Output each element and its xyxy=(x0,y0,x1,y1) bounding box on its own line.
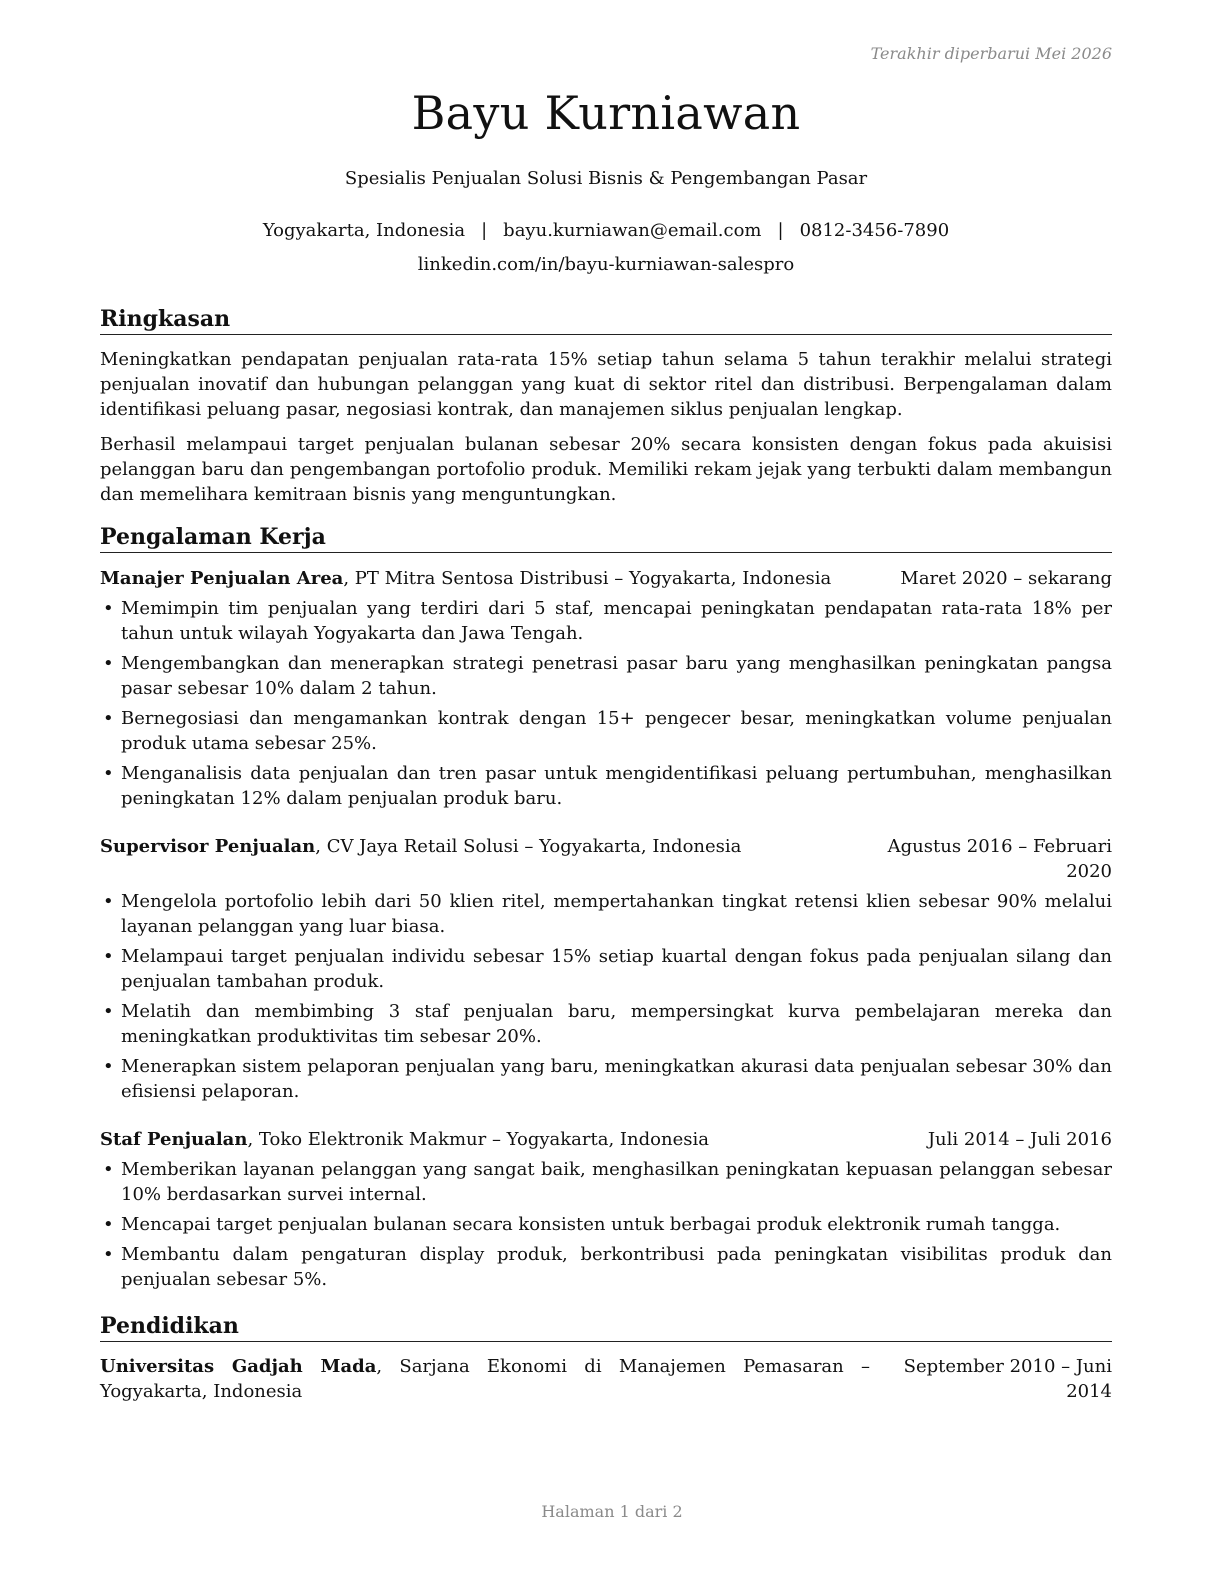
contact-location: Yogyakarta, Indonesia xyxy=(262,220,466,241)
list-item: • Memberikan layanan pelanggan yang sangat baik, menghasilkan peningkatan kepuasan pelanggan sebesar 10% berdasarkan survei internal. xyxy=(103,1159,1112,1205)
job-header xyxy=(100,834,1112,884)
job-role: Supervisor Penjualan xyxy=(100,836,316,857)
job-role-org xyxy=(100,834,741,859)
list-item: • Melatih dan membimbing 3 staf penjualan baru, mempersingkat kurva pembelajaran mereka dan meningkatkan produktivitas tim sebesar 20%. xyxy=(103,1001,1112,1047)
list-item: • Memimpin tim penjualan yang terdiri dari 5 staf, mencapai peningkatan pendapatan rata-rata 18% per tahun untuk wilayah Yogyakarta dan Jawa Tengah. xyxy=(103,598,1112,644)
bullet-icon: • xyxy=(103,598,114,619)
resume-page xyxy=(100,0,1112,1584)
list-item: • Menganalisis data penjualan dan tren pasar untuk mengidentifikasi peluang pertumbuhan, menghasilkan peningkatan 12% dalam penjualan produk baru. xyxy=(103,763,1112,809)
bullet-icon: • xyxy=(103,1214,114,1235)
job-bullet-list xyxy=(100,1157,1112,1297)
contact-email[interactable]: bayu.kurniawan@email.com xyxy=(503,220,762,241)
education-entry xyxy=(100,1354,1112,1404)
job-role: Manajer Penjualan Area xyxy=(100,568,344,589)
page-number: Halaman 1 dari 2 xyxy=(541,1502,683,1521)
section-title-education: Pendidikan xyxy=(100,1312,1112,1342)
contact-phone: 0812-3456-7890 xyxy=(799,220,950,241)
job-dates: Agustus 2016 – Februari 2020 xyxy=(887,836,1112,882)
education-school: Universitas Gadjah Mada xyxy=(100,1356,377,1377)
bullet-icon: • xyxy=(103,763,114,784)
list-item: • Mengembangkan dan menerapkan strategi penetrasi pasar baru yang menghasilkan peningkatan pangsa pasar sebesar 10% dalam 2 tahun. xyxy=(103,653,1112,699)
job-role: Staf Penjualan xyxy=(100,1129,248,1150)
bullet-icon: • xyxy=(103,1244,114,1265)
contact-separator: | xyxy=(777,220,784,241)
contact-linkedin[interactable]: linkedin.com/in/bayu-kurniawan-salespro xyxy=(417,254,795,275)
summary-paragraph: Berhasil melampaui target penjualan bulanan sebesar 20% secara konsisten dengan fokus pada akuisisi pelanggan baru dan pengembangan portofolio produk. Memiliki rekam jejak yang terbukti dalam membangun dan memelihara kemitraan bisnis yang menguntungkan. xyxy=(100,434,1112,505)
list-item: • Membantu dalam pengaturan display produk, berkontribusi pada peningkatan visibilitas produk dan penjualan sebesar 5%. xyxy=(103,1244,1112,1290)
job-org: , PT Mitra Sentosa Distribusi – Yogyakarta, Indonesia xyxy=(343,568,832,589)
list-item: • Bernegosiasi dan mengamankan kontrak dengan 15+ pengecer besar, meningkatkan volume penjualan produk utama sebesar 25%. xyxy=(103,708,1112,754)
last-updated-note: Terakhir diperbarui Mei 2026 xyxy=(870,44,1112,63)
job-dates: Juli 2014 – Juli 2016 xyxy=(927,1129,1112,1150)
bullet-icon: • xyxy=(103,1056,114,1077)
list-item: • Melampaui target penjualan individu sebesar 15% setiap kuartal dengan fokus pada penjualan silang dan penjualan tambahan produk. xyxy=(103,946,1112,992)
section-title-summary: Ringkasan xyxy=(100,305,1112,335)
list-item: • Menerapkan sistem pelaporan penjualan yang baru, meningkatkan akurasi data penjualan sebesar 30% dan efisiensi pelaporan. xyxy=(103,1056,1112,1102)
job-header xyxy=(100,1127,1112,1152)
bullet-icon: • xyxy=(103,946,114,967)
bullet-icon: • xyxy=(103,653,114,674)
candidate-headline: Spesialis Penjualan Solusi Bisnis & Pengembangan Pasar xyxy=(344,168,868,189)
job-header xyxy=(100,566,1112,591)
section-title-experience: Pengalaman Kerja xyxy=(100,523,1112,553)
bullet-icon: • xyxy=(103,891,114,912)
bullet-icon: • xyxy=(103,1159,114,1180)
job-role-org xyxy=(100,566,831,591)
bullet-icon: • xyxy=(103,1001,114,1022)
job-org: , CV Jaya Retail Solusi – Yogyakarta, Indonesia xyxy=(315,836,742,857)
contact-line xyxy=(100,220,1112,241)
job-bullet-list xyxy=(100,889,1112,1109)
job-dates: Maret 2020 – sekarang xyxy=(900,568,1112,589)
education-dates: September 2010 – Juni 2014 xyxy=(903,1356,1112,1402)
job-org: , Toko Elektronik Makmur – Yogyakarta, Indonesia xyxy=(247,1129,709,1150)
job-bullet-list xyxy=(100,596,1112,816)
education-school-degree xyxy=(100,1354,870,1404)
education-degree: , Sarjana Ekonomi di Manajemen Pemasaran – Yogyakarta, Indonesia xyxy=(100,1356,870,1402)
job-role-org xyxy=(100,1127,709,1152)
list-item: • Mencapai target penjualan bulanan secara konsisten untuk berbagai produk elektronik rumah tangga. xyxy=(103,1214,1061,1235)
summary-paragraph: Meningkatkan pendapatan penjualan rata-rata 15% setiap tahun selama 5 tahun terakhir melalui strategi penjualan inovatif dan hubungan pelanggan yang kuat di sektor ritel dan distribusi. Berpengalaman dalam identifikasi peluang pasar, negosiasi kontrak, dan manajemen siklus penjualan lengkap. xyxy=(100,349,1112,420)
contact-separator: | xyxy=(481,220,488,241)
list-item: • Mengelola portofolio lebih dari 50 klien ritel, mempertahankan tingkat retensi klien sebesar 90% melalui layanan pelanggan yang luar biasa. xyxy=(103,891,1112,937)
bullet-icon: • xyxy=(103,708,114,729)
candidate-name: Bayu Kurniawan xyxy=(411,86,801,140)
